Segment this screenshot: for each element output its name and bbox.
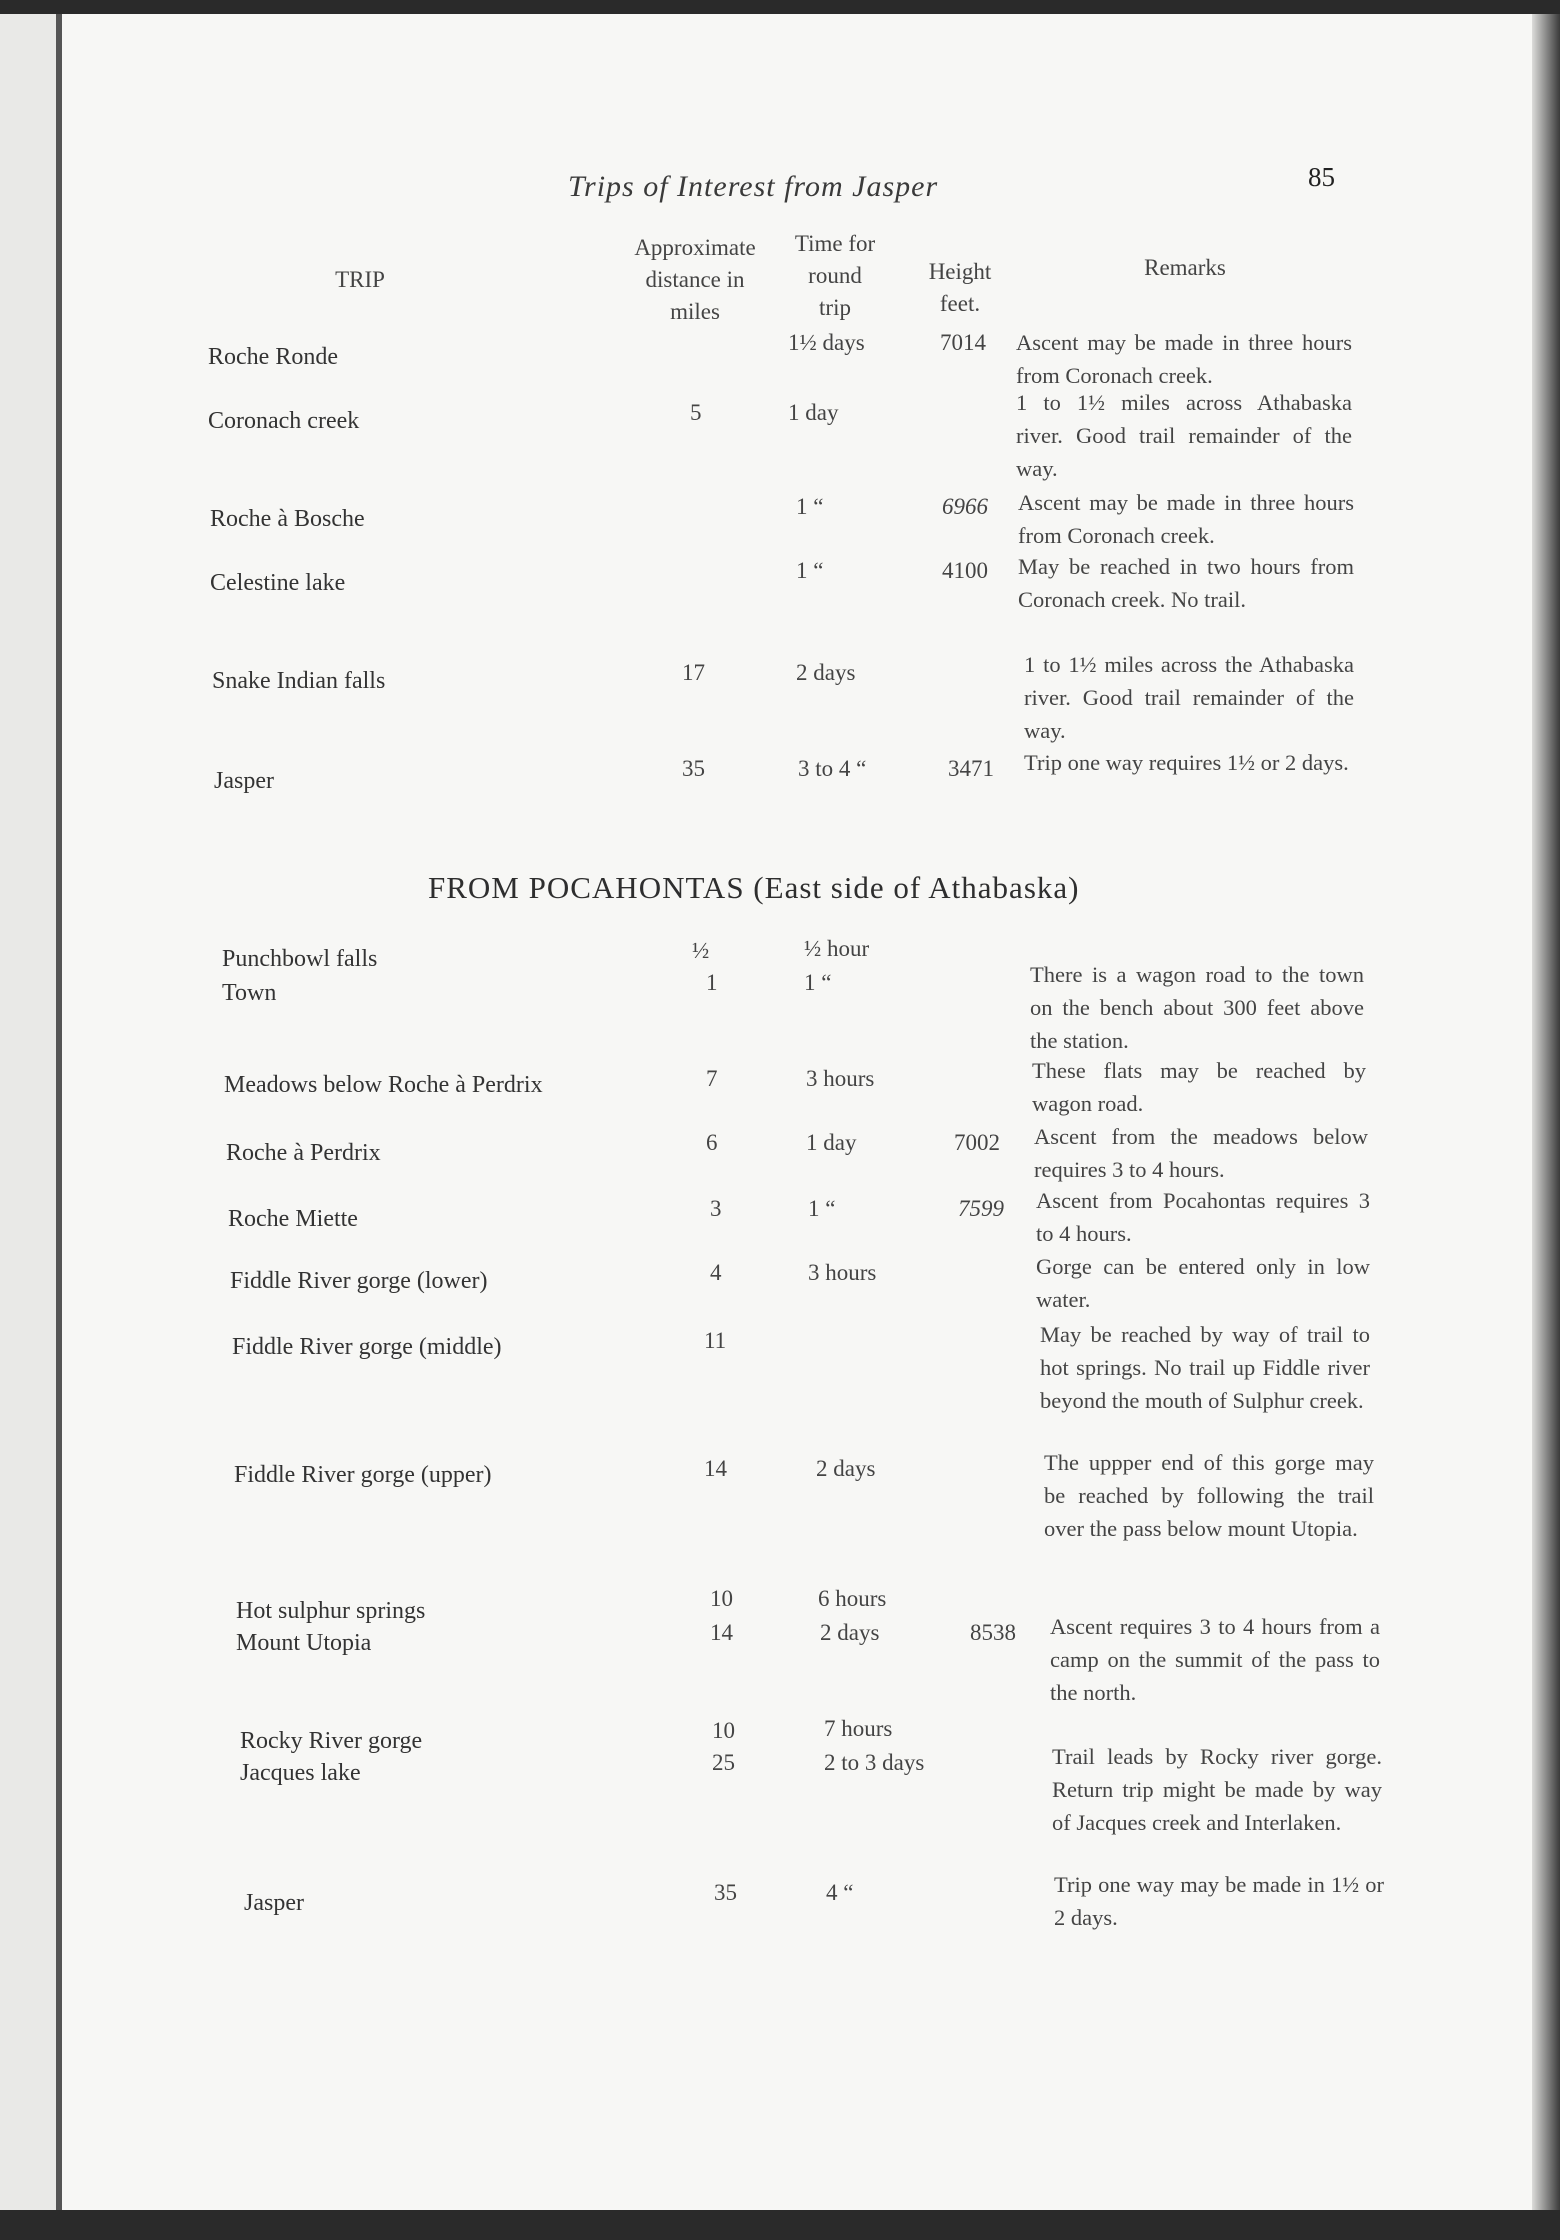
trip-distance: 25 (712, 1750, 735, 1775)
page-edge-shadow (1532, 14, 1560, 2210)
col-header-remarks: Remarks (1144, 255, 1226, 280)
trip-height: 7599 (958, 1196, 1004, 1221)
trip-name: Coronach creek (208, 408, 360, 434)
trip-distance: 1 (706, 970, 718, 995)
trip-time: 3 to 4 “ (798, 756, 867, 781)
trip-height: 6966 (942, 494, 988, 519)
section-heading: FROM POCAHONTAS (East side of Athabaska) (428, 870, 1080, 905)
trip-time: 1 “ (808, 1196, 836, 1221)
trip-name: Roche à Perdrix (226, 1140, 381, 1166)
trip-remarks: Ascent from Pocahontas requires 3 to 4 hours. (1036, 1188, 1370, 1246)
trip-name: Jacques lake (240, 1760, 361, 1786)
trip-time: 2 days (820, 1620, 880, 1645)
trip-time: ½ hour (804, 936, 870, 961)
trip-remarks: Ascent from the meadows below requires 3 to 4 hours. (1034, 1124, 1368, 1182)
trip-distance: 4 (710, 1260, 722, 1285)
trip-time: 2 days (816, 1456, 876, 1481)
trip-distance: 11 (704, 1328, 727, 1353)
trip-name: Jasper (214, 768, 274, 794)
trip-time: 1 “ (804, 970, 832, 995)
page-title: Trips of Interest from Jasper (568, 170, 939, 203)
trip-name: Roche Miette (228, 1206, 358, 1232)
trip-distance: 17 (682, 660, 705, 685)
trip-name: Meadows below Roche à Perdrix (224, 1072, 543, 1098)
trip-height: 4100 (942, 558, 988, 583)
trip-remarks: 1 to 1½ miles across the Athabaska river. Good trail remainder of the way. (1024, 652, 1354, 743)
trip-name: Celestine lake (210, 570, 346, 596)
trip-time: 6 hours (818, 1586, 887, 1611)
trip-name: Fiddle River gorge (middle) (232, 1334, 502, 1360)
trip-name: Fiddle River gorge (lower) (230, 1268, 488, 1294)
trip-distance: 7 (706, 1066, 718, 1091)
trip-name: Roche à Bosche (210, 506, 365, 532)
trip-height: 7002 (954, 1130, 1000, 1155)
trip-remarks: Trip one way may be made in 1½ or 2 days. (1054, 1872, 1384, 1930)
trip-name: Jasper (244, 1890, 304, 1916)
col-header-height: Height feet. (928, 259, 992, 316)
trip-name: Mount Utopia (236, 1630, 372, 1656)
trip-distance: 10 (712, 1718, 735, 1743)
binding-edge (0, 14, 62, 2210)
trip-time: 1 “ (796, 494, 824, 519)
trip-time: 1½ days (788, 330, 865, 355)
col-header-time: Time for round trip (794, 231, 876, 320)
col-header-distance: Approximate distance in miles (634, 235, 756, 324)
trip-distance: 10 (710, 1586, 733, 1611)
col-header-trip: TRIP (335, 267, 385, 292)
trip-distance: 14 (704, 1456, 727, 1481)
trip-remarks: Gorge can be entered only in low water. (1036, 1254, 1370, 1312)
trip-remarks: Ascent requires 3 to 4 hours from a camp on the summit of the pass to the north. (1050, 1614, 1380, 1705)
trip-time: 1 “ (796, 558, 824, 583)
trip-height: 8538 (970, 1620, 1016, 1645)
trip-name: Snake Indian falls (212, 668, 386, 694)
trip-remarks: Trail leads by Rocky river gorge. Return trip might be made by way of Jacques creek and Interlaken. (1052, 1744, 1382, 1835)
trip-time: 1 day (788, 400, 839, 425)
trip-name: Town (222, 980, 277, 1006)
trip-remarks: These flats may be reached by wagon road. (1032, 1058, 1366, 1116)
trip-time: 2 days (796, 660, 856, 685)
trip-time: 1 day (806, 1130, 857, 1155)
trip-time: 7 hours (824, 1716, 893, 1741)
trip-distance: 3 (710, 1196, 722, 1221)
trip-remarks: Ascent may be made in three hours from Coronach creek. (1016, 330, 1352, 388)
trip-name: Rocky River gorge (240, 1728, 423, 1754)
trip-remarks: May be reached by way of trail to hot springs. No trail up Fiddle river beyond the mouth of Sulphur creek. (1040, 1322, 1370, 1413)
trip-remarks: Trip one way requires 1½ or 2 days. (1024, 750, 1349, 775)
trip-height: 3471 (948, 756, 994, 781)
trip-remarks: 1 to 1½ miles across Athabaska river. Good trail remainder of the way. (1016, 390, 1352, 481)
trip-time: 2 to 3 days (824, 1750, 925, 1775)
trip-time: 4 “ (826, 1880, 854, 1905)
trip-remarks: Ascent may be made in three hours from Coronach creek. (1018, 490, 1354, 548)
trip-distance: 35 (682, 756, 705, 781)
trip-name: Hot sulphur springs (236, 1598, 426, 1624)
trip-remarks: The uppper end of this gorge may be reached by following the trail over the pass below mount Utopia. (1044, 1450, 1374, 1541)
trip-distance: 6 (706, 1130, 718, 1155)
trip-name: Punchbowl falls (222, 946, 378, 972)
trip-name: Roche Ronde (208, 344, 338, 370)
trip-remarks: There is a wagon road to the town on the bench about 300 feet above the station. (1030, 962, 1364, 1053)
trip-distance: ½ (692, 938, 710, 963)
trip-name: Fiddle River gorge (upper) (234, 1462, 492, 1488)
trip-time: 3 hours (808, 1260, 877, 1285)
trip-distance: 35 (714, 1880, 737, 1905)
trip-time: 3 hours (806, 1066, 875, 1091)
page-number: 85 (1308, 162, 1335, 192)
trip-height: 7014 (940, 330, 986, 355)
trip-remarks: May be reached in two hours from Coronach creek. No trail. (1018, 554, 1354, 612)
trip-distance: 5 (690, 400, 702, 425)
trip-distance: 14 (710, 1620, 733, 1645)
